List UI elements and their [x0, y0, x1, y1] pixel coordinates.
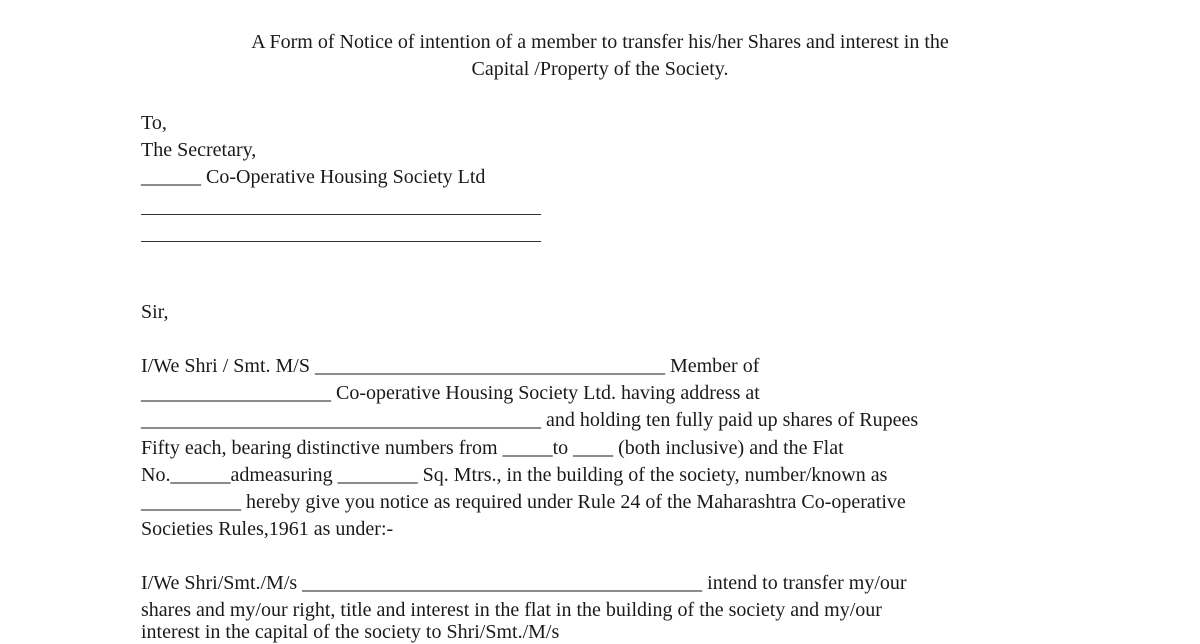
salutation: Sir,	[141, 301, 169, 323]
address-to: To,	[141, 112, 167, 134]
form-title-line-1: A Form of Notice of intention of a member to transfer his/her Shares and interest in the	[251, 31, 949, 53]
paragraph1-line: ___________________ Co-operative Housing Society Ltd. having address at	[141, 382, 760, 404]
paragraph1-line: __________ hereby give you notice as required under Rule 24 of the Maharashtra Co-operative	[141, 491, 906, 513]
paragraph1-line: Societies Rules,1961 as under:-	[141, 518, 394, 540]
paragraph2-line: I/We Shri/Smt./M/s ________________________________________ intend to transfer my/our	[141, 572, 907, 594]
form-title-line-2: Capital /Property of the Society.	[471, 58, 729, 80]
paragraph1-line: ________________________________________ and holding ten fully paid up shares of Rupees	[141, 409, 919, 431]
paragraph1-line: Fifty each, bearing distinctive numbers from _____to ____ (both inclusive) and the Flat	[141, 437, 844, 459]
paragraph1-line: No.______admeasuring ________ Sq. Mtrs., in the building of the society, number/known as	[141, 464, 888, 486]
paragraph2-line: interest in the capital of the society to Shri/Smt./M/s	[141, 621, 560, 643]
address-society: ______ Co-Operative Housing Society Ltd	[141, 166, 486, 188]
address-secretary: The Secretary,	[141, 139, 257, 161]
paragraph1-line: I/We Shri / Smt. M/S ___________________________________ Member of	[141, 355, 760, 377]
paragraph2-line: shares and my/our right, title and interest in the flat in the building of the society and my/our	[141, 599, 882, 621]
address-blank-line-1	[141, 214, 541, 215]
address-blank-line-2	[141, 241, 541, 242]
